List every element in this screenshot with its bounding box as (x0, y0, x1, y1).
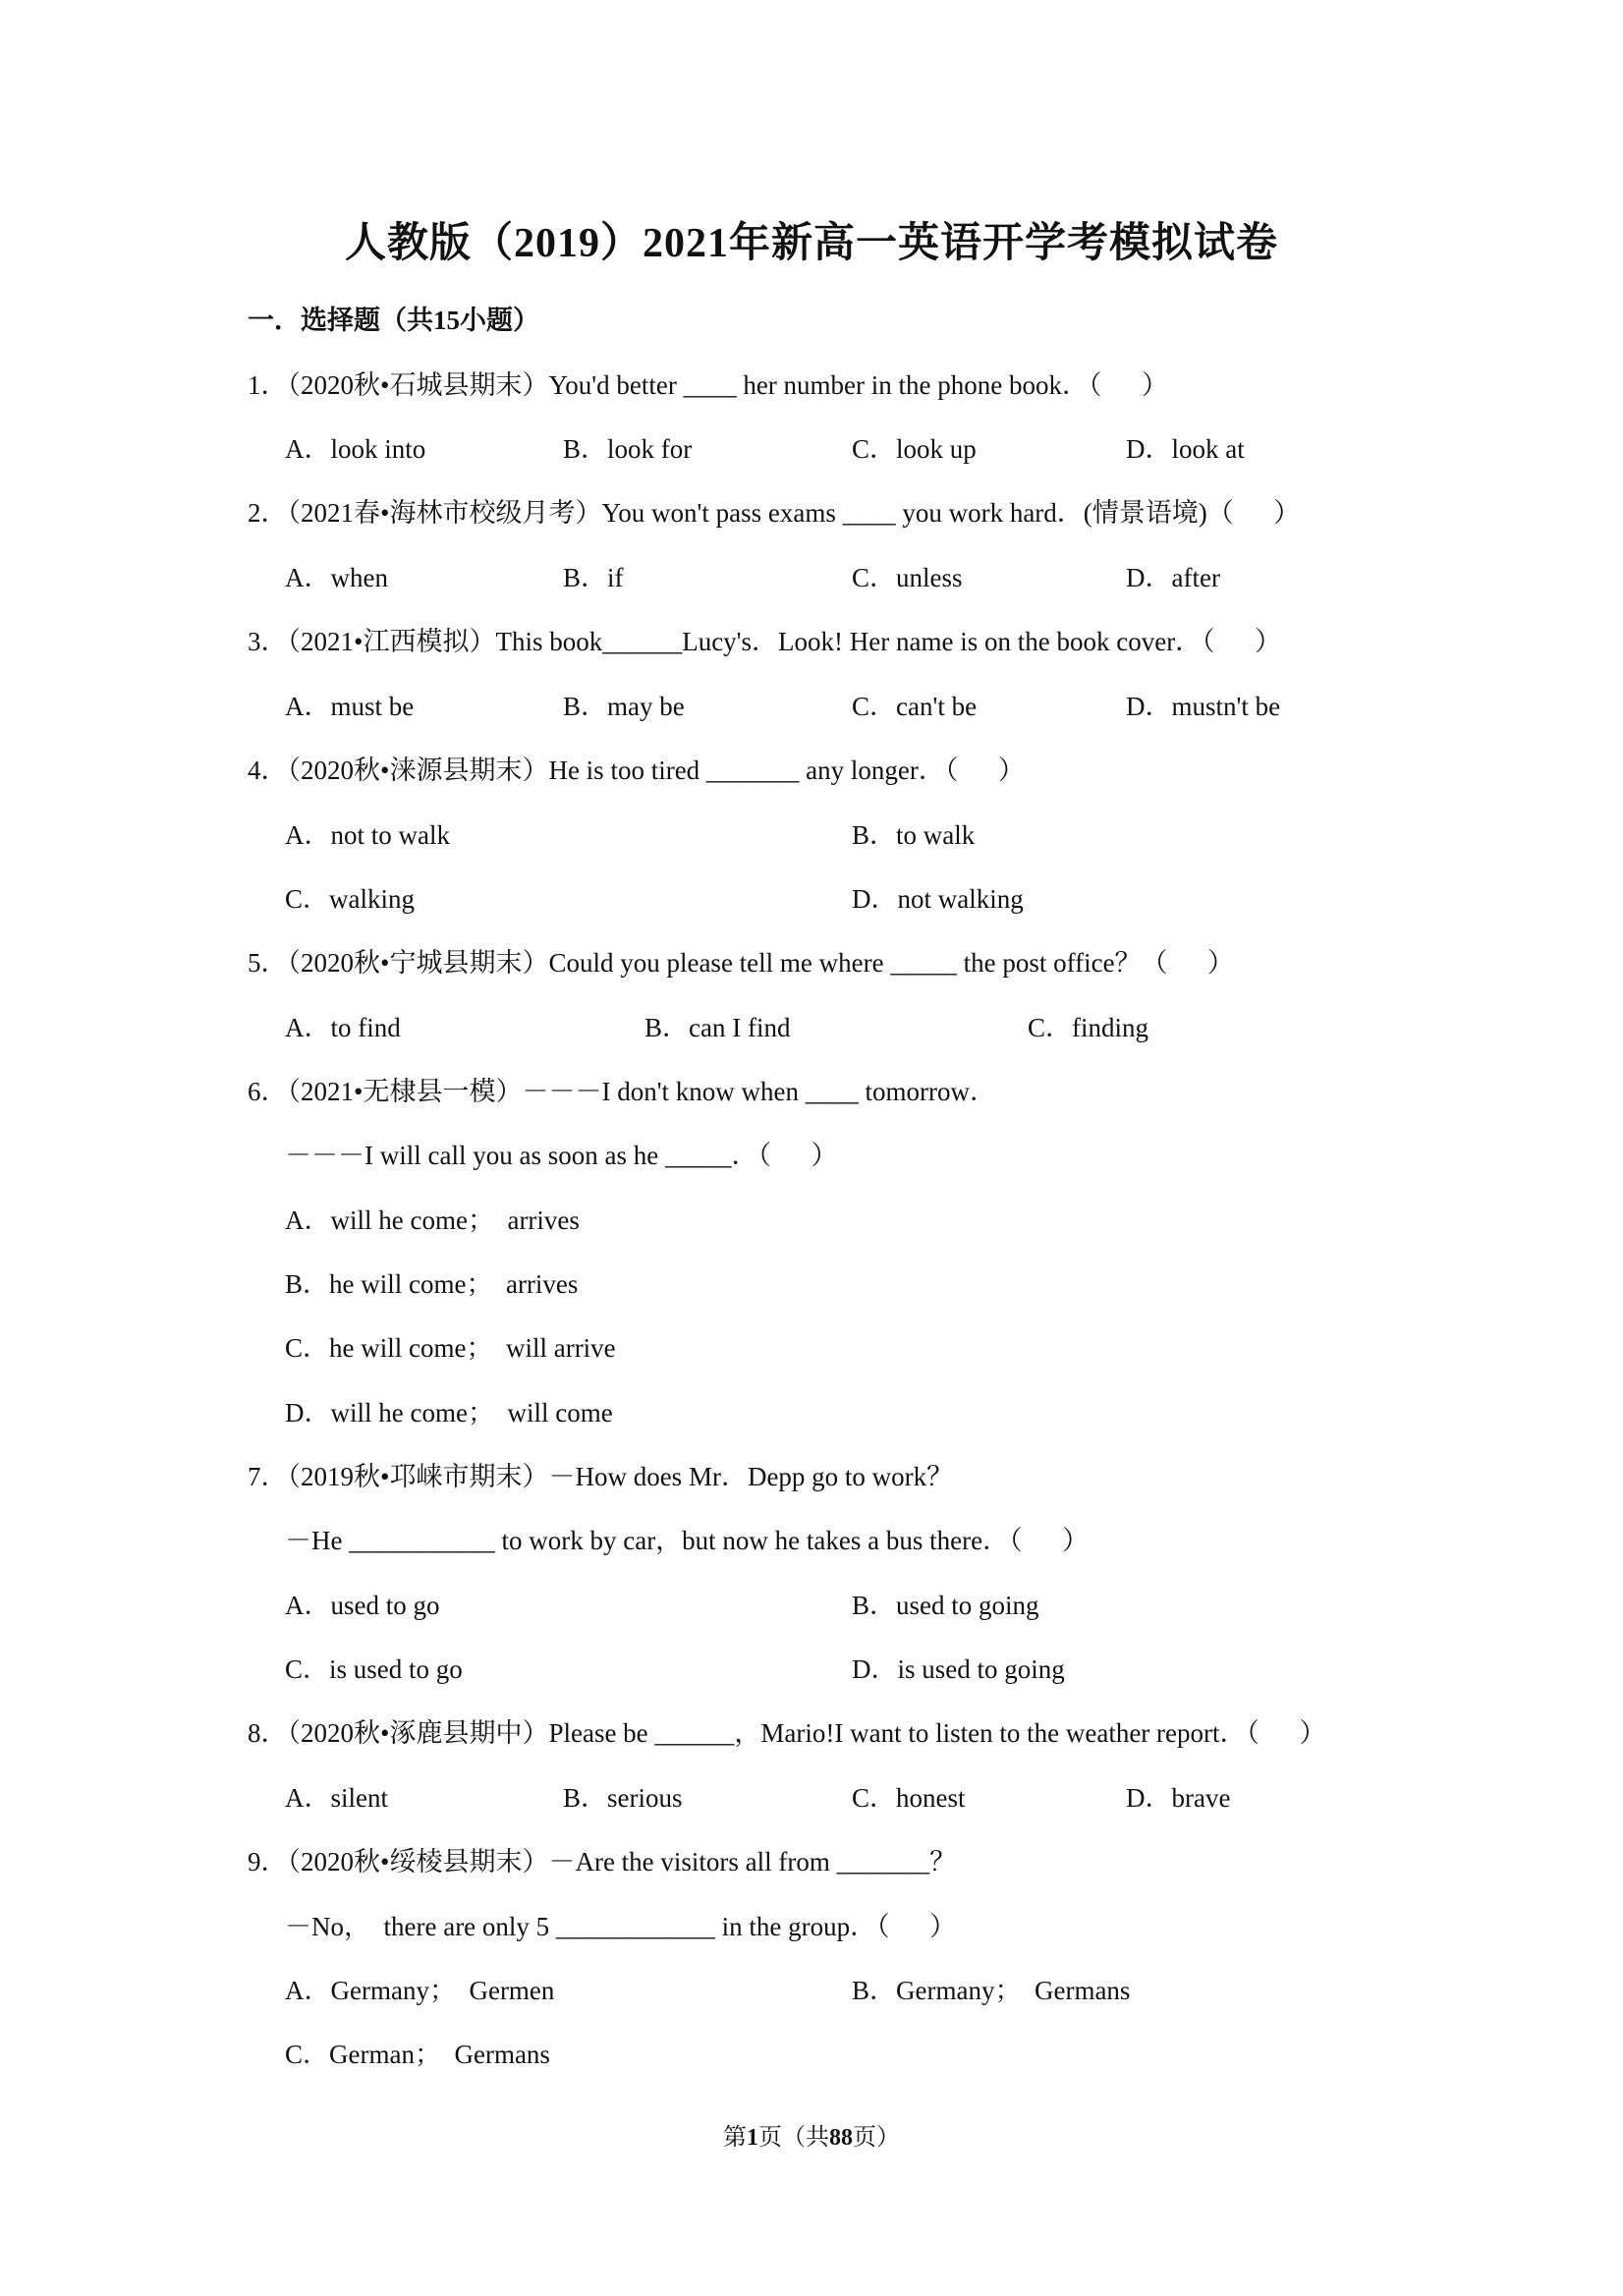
question-1-option-c: C．look up (852, 434, 977, 464)
question-5-stem: 5．（2020秋•宁城县期末）Could you please tell me where _____ the post office？（ ） (248, 948, 1235, 978)
question-9-stem-reply: －No， there are only 5 ____________ in the group．（ ） (285, 1912, 957, 1941)
question-3-option-a: A．must be (285, 692, 415, 721)
question-8-option-b: B．serious (563, 1783, 683, 1813)
question-7-option-c: C．is used to go (285, 1654, 463, 1684)
question-8-option-d: D．brave (1126, 1783, 1231, 1813)
question-7-stem: 7．（2019秋•邛崃市期末）－How does Mr．Depp go to work？ (248, 1462, 954, 1491)
question-8-option-a: A．silent (285, 1783, 388, 1813)
question-7-option-b: B．used to going (852, 1591, 1039, 1620)
footer-total-pages: 88 (829, 2125, 853, 2151)
question-3-option-c: C．can't be (852, 692, 978, 721)
question-6-stem: 6．（2021•无棣县一模）－－－I don't know when ____ tomorrow． (248, 1077, 997, 1106)
question-4-stem: 4．（2020秋•涞源县期末）He is too tired _______ any longer．（ ） (248, 756, 1025, 785)
footer-middle: 页（共 (758, 2125, 829, 2151)
question-2-option-c: C．unless (852, 563, 963, 592)
question-1-option-d: D．look at (1126, 434, 1245, 464)
question-7-option-d: D．is used to going (852, 1654, 1065, 1684)
section-heading: 一．选择题（共15小题） (248, 306, 539, 335)
question-2-option-d: D．after (1126, 563, 1220, 592)
footer-prefix: 第 (723, 2125, 747, 2151)
question-4-option-c: C．walking (285, 884, 415, 914)
question-5-option-a: A．to find (285, 1013, 401, 1042)
question-6-option-c: C．he will come； will arrive (285, 1333, 616, 1363)
question-9-option-b: B．Germany； Germans (852, 1976, 1131, 2005)
question-3-option-d: D．mustn't be (1126, 692, 1281, 721)
question-6-option-b: B．he will come； arrives (285, 1269, 579, 1299)
question-9-stem: 9．（2020秋•绥棱县期末）－Are the visitors all from _______？ (248, 1847, 957, 1876)
page-title: 人教版（2019）2021年新高一英语开学考模拟试卷 (344, 221, 1278, 266)
question-3-stem: 3．（2021•江西模拟）This book______Lucy's．Look! Her name is on the book cover．（ ） (248, 627, 1282, 656)
question-5-option-c: C．finding (1028, 1013, 1149, 1042)
question-9-option-c: C．German； Germans (285, 2040, 550, 2069)
question-1-stem: 1．（2020秋•石城县期末）You'd better ____ her number in the phone book．（ ） (248, 370, 1168, 400)
question-1-option-b: B．look for (563, 434, 693, 464)
question-4-option-a: A．not to walk (285, 820, 450, 850)
question-5-option-b: B．can I find (644, 1013, 791, 1042)
question-9-option-a: A．Germany； Germen (285, 1976, 555, 2005)
footer-suffix: 页） (853, 2125, 900, 2151)
question-8-stem: 8．（2020秋•涿鹿县期中）Please be ______，Mario!I want to listen to the weather report．（ ） (248, 1718, 1326, 1748)
page-footer (0, 2117, 1623, 2152)
question-6-option-a: A．will he come； arrives (285, 1205, 580, 1235)
question-8-option-c: C．honest (852, 1783, 966, 1813)
question-4-option-d: D．not walking (852, 884, 1024, 914)
question-4-option-b: B．to walk (852, 820, 976, 850)
question-6-option-d: D．will he come； will come (285, 1398, 613, 1428)
footer-page-number: 1 (747, 2125, 758, 2151)
question-1-option-a: A．look into (285, 434, 426, 464)
question-2-stem: 2．（2021春•海林市校级月考）You won't pass exams ____ you work hard．(情景语境)（ ） (248, 498, 1301, 528)
question-2-option-b: B．if (563, 563, 624, 592)
question-3-option-b: B．may be (563, 692, 685, 721)
question-7-option-a: A．used to go (285, 1591, 440, 1620)
question-6-stem-reply: －－－I will call you as soon as he _____．（ ） (285, 1141, 838, 1170)
question-2-option-a: A．when (285, 563, 388, 592)
question-7-stem-reply: －He ___________ to work by car，but now he takes a bus there．（ ） (285, 1526, 1090, 1555)
